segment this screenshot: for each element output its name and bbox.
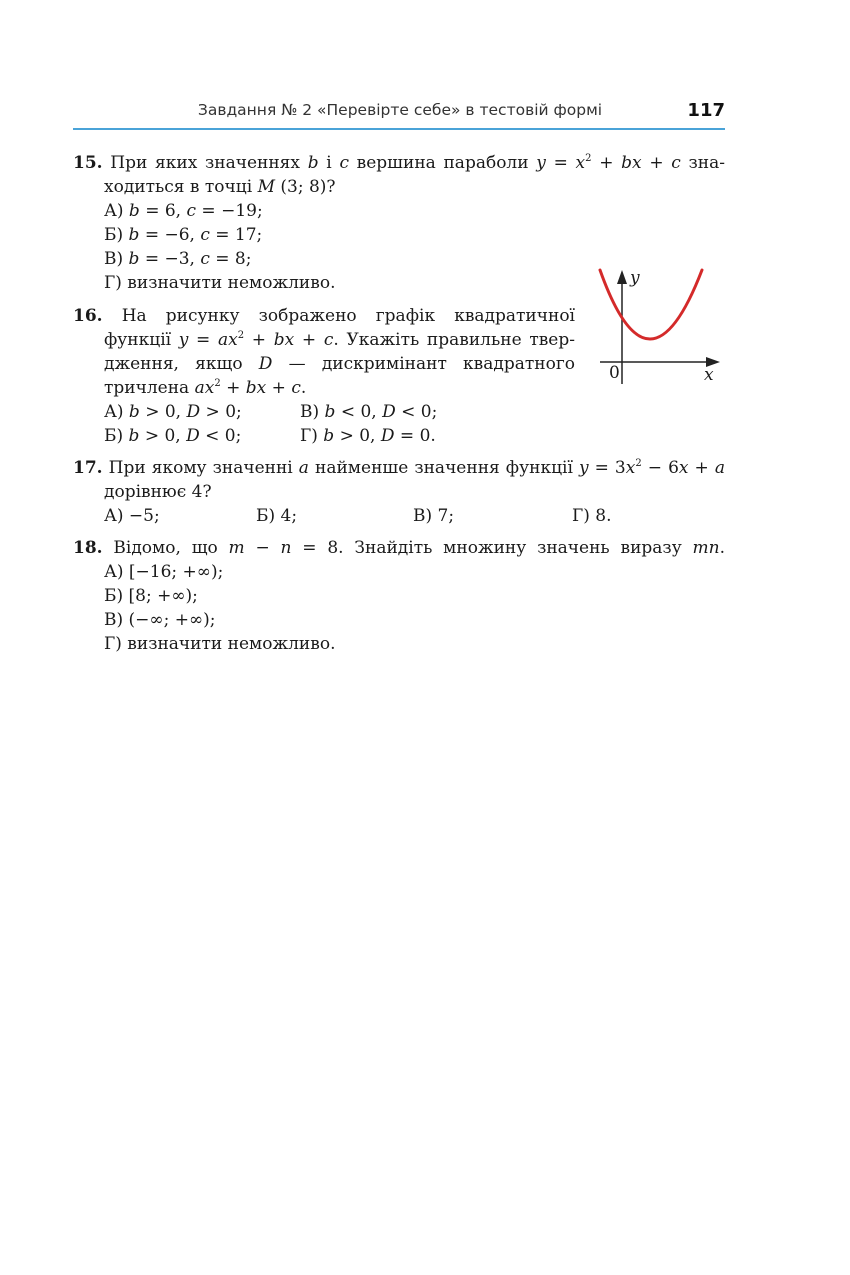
text: + xyxy=(220,378,246,398)
text: = 8; xyxy=(209,249,252,269)
var-y: y xyxy=(536,153,546,173)
text: < 0, xyxy=(335,402,383,422)
q18-option-v: В) (−∞; +∞); xyxy=(104,610,216,630)
var-D: D xyxy=(258,354,273,374)
text: = −19; xyxy=(196,201,263,221)
text: − 6 xyxy=(641,458,679,478)
text: > 0, xyxy=(139,426,187,446)
var-c: c xyxy=(671,153,681,173)
var-b: b xyxy=(323,426,335,446)
header-divider xyxy=(73,128,725,130)
text: . Укажіть правильне твер- xyxy=(333,330,575,350)
exponent: 2 xyxy=(635,458,642,469)
var-D: D xyxy=(380,426,395,446)
var-M: M xyxy=(257,177,275,197)
var-a: a xyxy=(714,458,726,478)
question-number: 16. xyxy=(73,306,103,326)
x-axis-label: x xyxy=(704,365,714,385)
exponent: 2 xyxy=(585,153,592,164)
exponent: 2 xyxy=(214,378,221,389)
option-label: В) xyxy=(300,402,325,422)
text: > 0; xyxy=(200,402,242,422)
text: = xyxy=(188,330,218,350)
q17-option-b: Б) 4; xyxy=(256,506,298,526)
q17-line-1 xyxy=(73,458,725,478)
option-label: Б) xyxy=(104,426,129,446)
var-b: b xyxy=(307,153,319,173)
q16-line-1 xyxy=(73,306,575,326)
exponent: 2 xyxy=(237,330,245,341)
text: = −3, xyxy=(139,249,201,269)
text: . xyxy=(719,538,725,558)
var-x: x xyxy=(575,153,586,173)
text: (3; 8)? xyxy=(274,177,336,197)
header-title: Завдання № 2 «Перевірте себе» в тестовій формі xyxy=(197,101,603,119)
text: < 0; xyxy=(395,402,438,422)
page-number: 117 xyxy=(687,100,725,121)
var-n: n xyxy=(280,538,292,558)
term-ax: ax xyxy=(218,330,238,350)
text: + xyxy=(294,330,324,350)
q15-line-1 xyxy=(73,153,725,173)
origin-label: 0 xyxy=(609,363,620,383)
q17-option-v: В) 7; xyxy=(413,506,455,526)
text: = −6, xyxy=(139,225,201,245)
q16-line-3 xyxy=(104,354,575,374)
text: > 0, xyxy=(334,426,381,446)
text: На рисунку зображено графік квадратичної xyxy=(102,306,575,326)
q15-line-2 xyxy=(104,177,336,197)
term-mn: mn xyxy=(692,538,720,558)
var-c: c xyxy=(339,153,349,173)
var-D: D xyxy=(382,402,396,422)
text: зна- xyxy=(680,153,726,173)
var-b: b xyxy=(128,249,140,269)
text: = 8. Знайдіть множину значень виразу xyxy=(291,538,693,558)
var-c: c xyxy=(200,225,210,245)
var-b: b xyxy=(128,201,140,221)
y-axis-arrow xyxy=(617,270,627,284)
term-ax: ax xyxy=(194,378,215,398)
q15-option-g: Г) визначити неможливо. xyxy=(104,273,336,293)
question-number: 18. xyxy=(73,538,103,558)
var-b: b xyxy=(128,225,140,245)
parabola-curve xyxy=(600,270,702,339)
term-bx: bx xyxy=(273,330,295,350)
text: = 0. xyxy=(394,426,436,446)
text: При якому значенні xyxy=(102,458,299,478)
text: — дискримінант квадратного xyxy=(272,354,575,374)
parabola-graph xyxy=(592,262,726,390)
text: > 0, xyxy=(139,402,187,422)
q16-line-4 xyxy=(104,378,306,398)
text: тричлена xyxy=(104,378,195,398)
q16-option-a xyxy=(104,402,242,422)
text: = 6, xyxy=(139,201,187,221)
q16-option-g xyxy=(300,426,436,446)
term-bx: bx xyxy=(621,153,642,173)
text: вершина параболи xyxy=(348,153,537,173)
text: + xyxy=(591,153,622,173)
y-axis-label: y xyxy=(630,268,640,288)
text: дження, якщо xyxy=(104,354,259,374)
var-c: c xyxy=(200,249,210,269)
q17-option-g: Г) 8. xyxy=(572,506,612,526)
var-b: b xyxy=(128,426,140,446)
term-bx: bx xyxy=(245,378,267,398)
q15-option-v xyxy=(104,249,251,269)
option-label: Б) xyxy=(104,225,129,245)
text: + xyxy=(244,330,274,350)
var-y: y xyxy=(578,458,589,478)
question-number: 17. xyxy=(73,458,103,478)
text: + xyxy=(641,153,672,173)
question-number: 15. xyxy=(73,153,103,173)
var-c: c xyxy=(323,330,334,350)
var-b: b xyxy=(128,402,140,422)
var-a: a xyxy=(298,458,309,478)
q16-line-2 xyxy=(104,330,575,350)
text: Відомо, що xyxy=(102,538,229,558)
var-D: D xyxy=(186,426,200,446)
text: < 0; xyxy=(199,426,242,446)
q17-line-2: дорівнює 4? xyxy=(104,482,212,502)
var-m: m xyxy=(228,538,245,558)
text: = 3 xyxy=(588,458,626,478)
var-D: D xyxy=(186,402,201,422)
q16-option-v xyxy=(300,402,437,422)
option-label: А) xyxy=(104,201,129,221)
option-label: А) xyxy=(104,402,129,422)
var-c: c xyxy=(291,378,301,398)
var-b: b xyxy=(324,402,336,422)
q15-option-b xyxy=(104,225,262,245)
text: При яких значеннях xyxy=(102,153,308,173)
text: = 17; xyxy=(209,225,263,245)
text: . xyxy=(300,378,307,398)
var-x: x xyxy=(678,458,689,478)
option-label: Г) xyxy=(300,426,324,446)
q18-line-1 xyxy=(73,538,725,558)
q15-option-a xyxy=(104,201,263,221)
text: і xyxy=(318,153,340,173)
text: − xyxy=(244,538,281,558)
text: функції xyxy=(104,330,179,350)
text: + xyxy=(688,458,715,478)
q16-option-b xyxy=(104,426,241,446)
text: + xyxy=(266,378,292,398)
option-label: В) xyxy=(104,249,129,269)
text: = xyxy=(545,153,576,173)
var-c: c xyxy=(186,201,197,221)
q17-option-a: А) −5; xyxy=(104,506,160,526)
var-y: y xyxy=(178,330,189,350)
q18-option-g: Г) визначити неможливо. xyxy=(104,634,336,654)
text: найменше значення функції xyxy=(308,458,579,478)
var-x: x xyxy=(625,458,636,478)
q18-option-a: А) [−16; +∞); xyxy=(104,562,224,582)
text: ходиться в точці xyxy=(104,177,258,197)
q18-option-b: Б) [8; +∞); xyxy=(104,586,198,606)
